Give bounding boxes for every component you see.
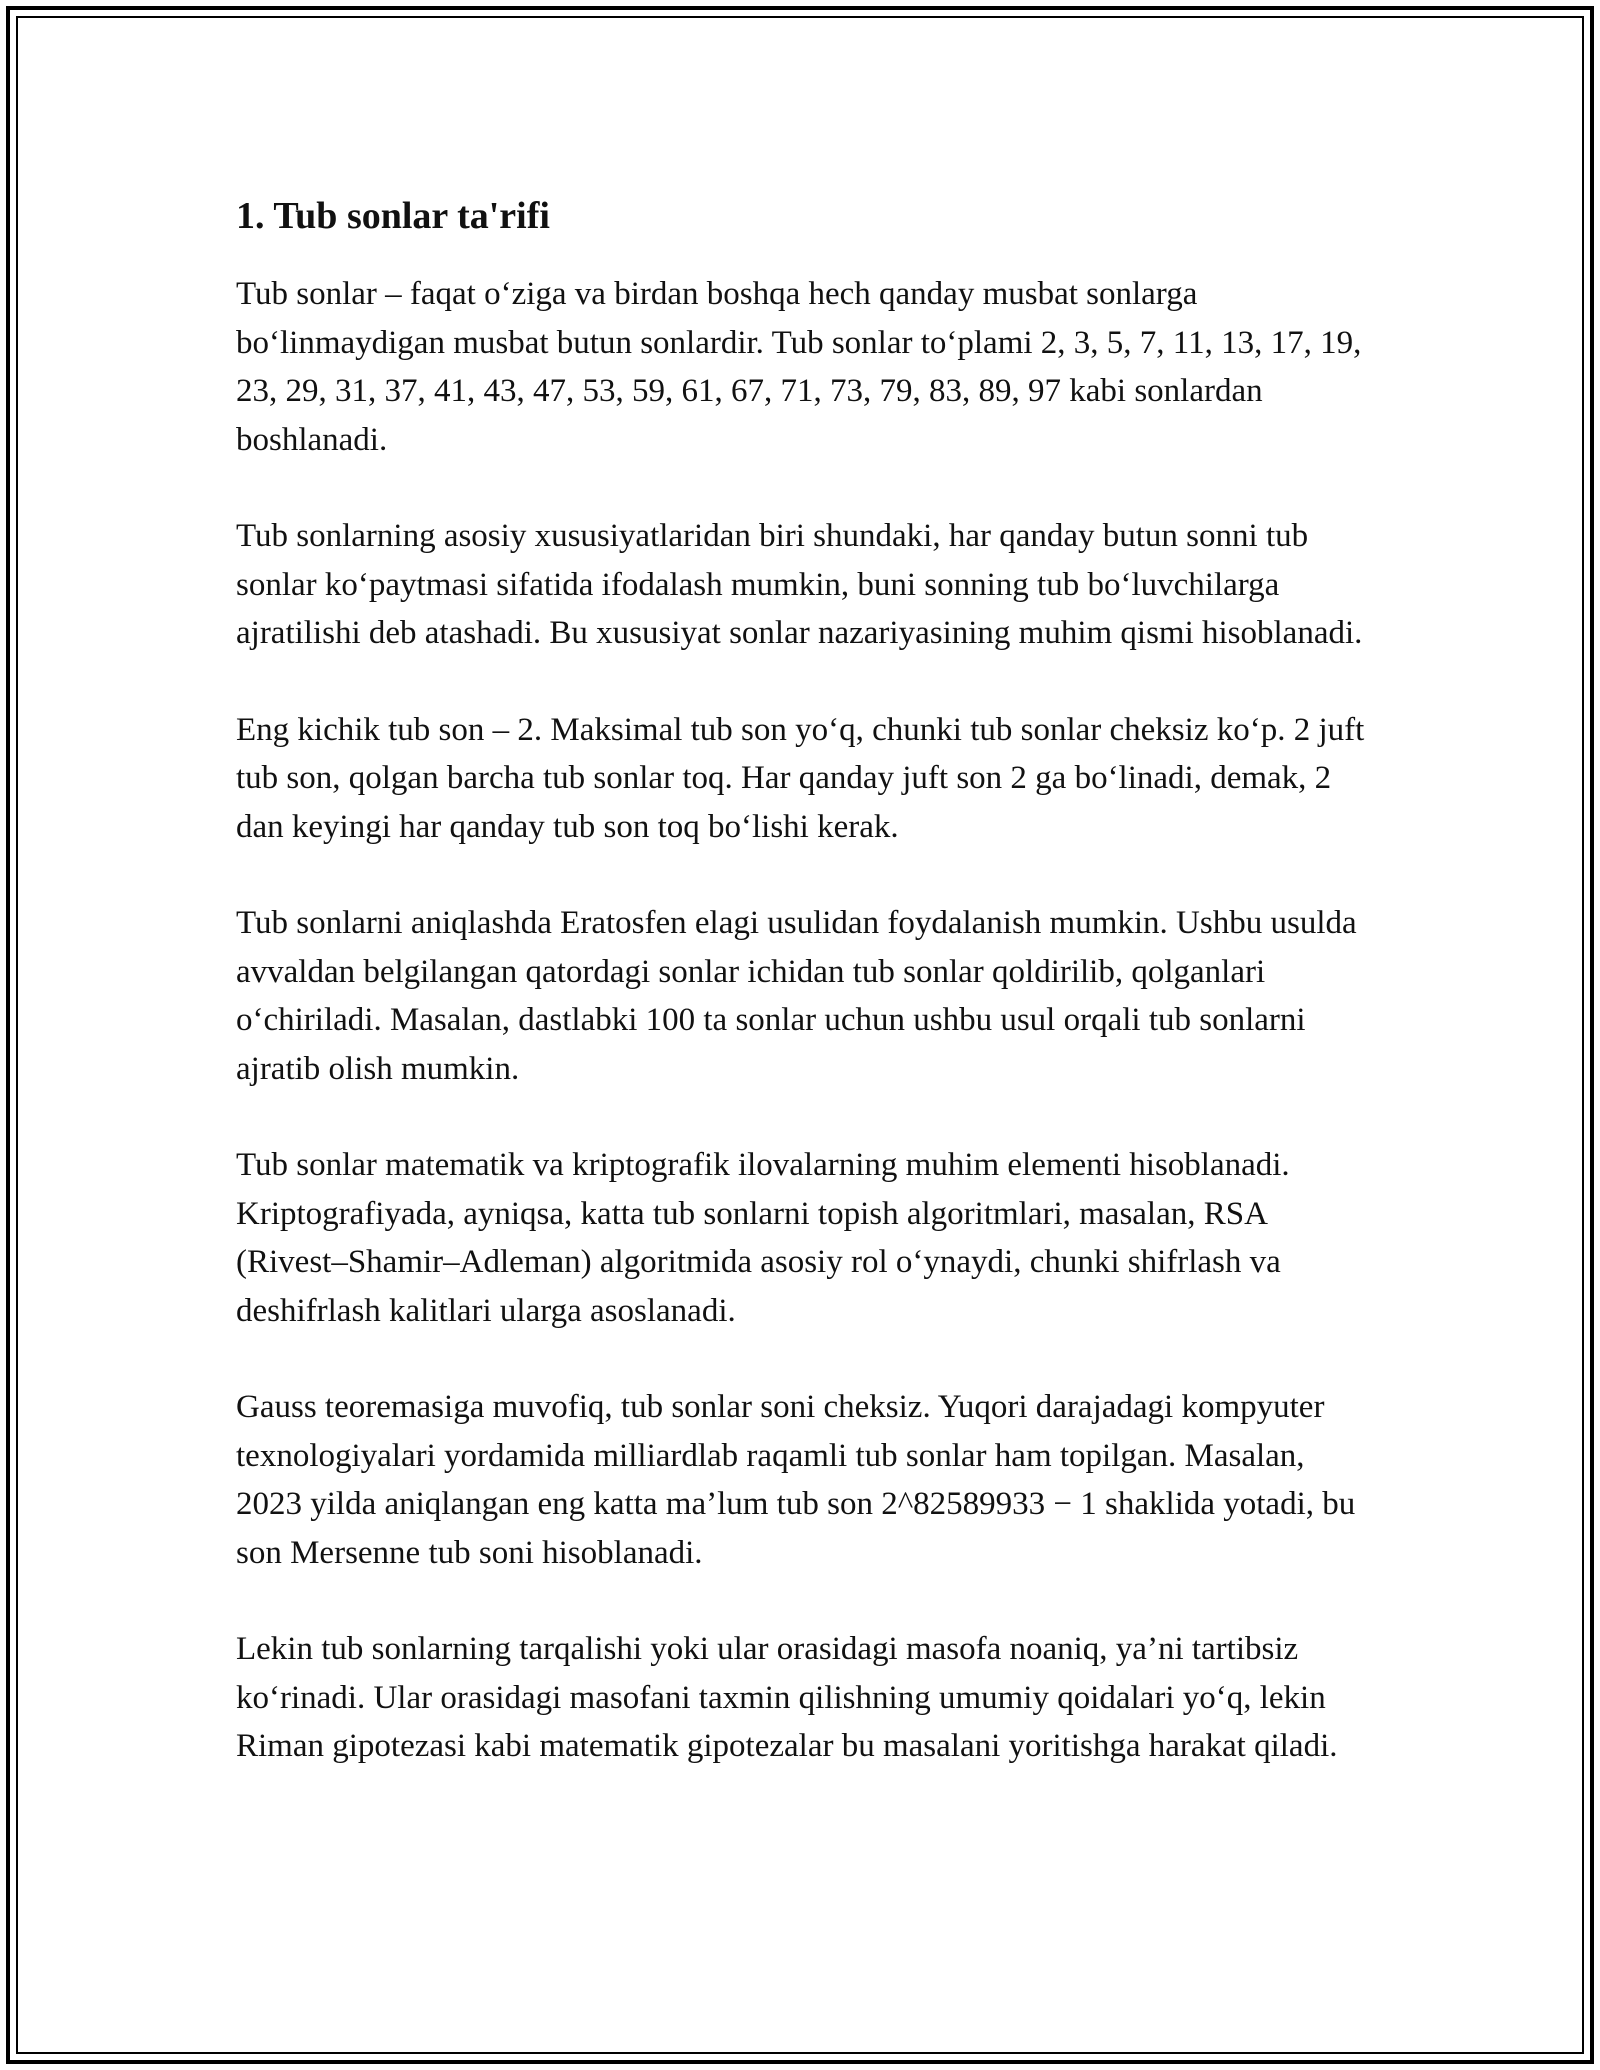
paragraph-factorization: Tub sonlarning asosiy xususiyatlaridan biri shundaki, har qanday butun sonni tub sonlar ko‘paytmasi sifatida ifodalash mumkin, buni sonning tub bo‘luvchilarga ajratilishi deb atashadi. Bu xususiyat sonlar nazariyasining muhim qismi hisoblanadi. [236, 518, 1363, 651]
paragraph-sieve: Tub sonlarni aniqlashda Eratosfen elagi usulidan foydalanish mumkin. Ushbu usulda avvaldan belgilangan qatordagi sonlar ichidan tub sonlar qoldirilib, qolganlari o‘chiriladi. Masalan, dastlabki 100 ta sonlar uchun ushbu usul orqali tub sonlarni ajratib olish mumkin. [236, 905, 1357, 1087]
section-heading: 1. Tub sonlar ta'rifi [236, 195, 550, 237]
paragraph-cryptography: Tub sonlar matematik va kriptografik ilovalarning muhim elementi hisoblanadi. Kriptografiyada, ayniqsa, katta tub sonlarni topish algoritmlari, masalan, RSA (Rivest–Shamir–Adleman) algoritmida asosiy rol o‘ynaydi, chunki shifrlash va deshifrlash kalitlari ularga asoslanadi. [236, 1147, 1290, 1329]
paragraph-distribution: Lekin tub sonlarning tarqalishi yoki ular orasidagi masofa noaniq, ya’ni tartibsiz ko‘rinadi. Ular orasidagi masofani taxmin qilishning umumiy qoidalari yo‘q, lekin Riman gipotezasi kabi matematik gipotezalar bu masalani yoritishga harakat qiladi. [236, 1631, 1338, 1764]
paragraph-smallest-prime: Eng kichik tub son – 2. Maksimal tub son yo‘q, chunki tub sonlar cheksiz ko‘p. 2 juft tub son, qolgan barcha tub sonlar toq. Har qanday juft son 2 ga bo‘linadi, demak, 2 dan keyingi har qanday tub son toq bo‘lishi kerak. [236, 711, 1365, 845]
paragraph-infinite-primes: Gauss teoremasiga muvofiq, tub sonlar soni cheksiz. Yuqori darajadagi kompyuter texnologiyalari yordamida milliardlab raqamli tub sonlar ham topilgan. Masalan, 2023 yilda aniqlangan eng katta ma’lum tub son 2^82589933 − 1 shaklida yotadi, bu son Mersenne tub soni hisoblanadi. [236, 1389, 1356, 1571]
document-body [236, 188, 1366, 1819]
paragraph-definition: Tub sonlar – faqat o‘ziga va birdan boshqa hech qanday musbat sonlarga bo‘linmaydigan musbat butun sonlardir. Tub sonlar to‘plami 2, 3, 5, 7, 11, 13, 17, 19, 23, 29, 31, 37, 41, 43, 47, 53, 59, 61, 67, 71, 73, 79, 83, 89, 97 kabi sonlardan boshlanadi. [236, 276, 1362, 458]
